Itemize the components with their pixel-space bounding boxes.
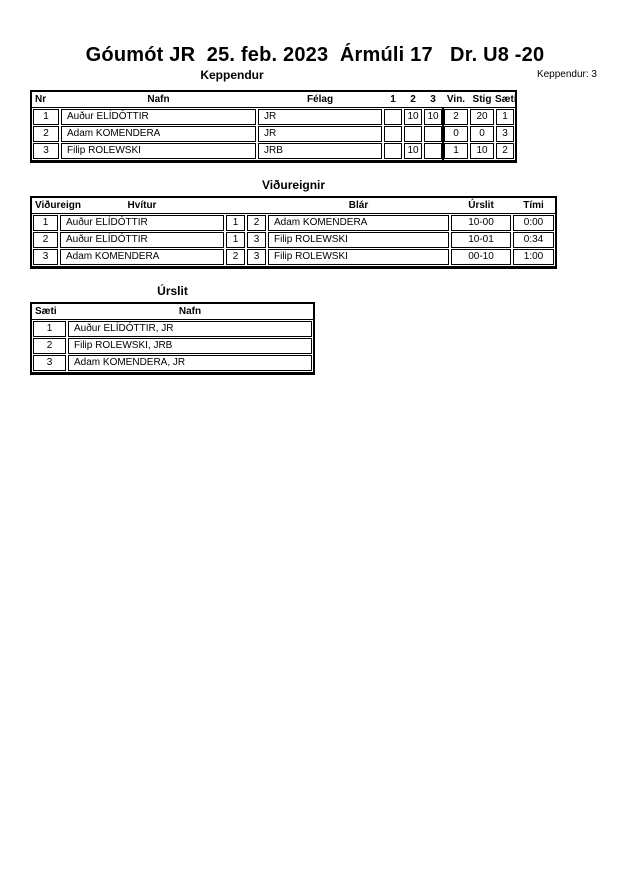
cell-blue-name: Filip ROLEWSKI xyxy=(268,249,449,265)
table-vidureignir xyxy=(30,196,557,269)
cell-round-3: 10 xyxy=(424,109,442,125)
cell-place: 3 xyxy=(33,355,66,371)
cell-name: Auður ELÍDÓTTIR xyxy=(61,109,256,125)
col-header-blar: Blár xyxy=(348,200,369,211)
cell-blue-nr: 3 xyxy=(247,249,266,265)
col-header-timi: Tími xyxy=(523,200,544,211)
cell-name: Filip ROLEWSKI xyxy=(61,143,256,159)
cell-result: 10-01 xyxy=(451,232,511,248)
section-label-urslit: Úrslit xyxy=(157,284,188,298)
cell-name: Adam KOMENDERA xyxy=(61,126,256,142)
table-row xyxy=(32,321,313,337)
col-header-nafn: Nafn xyxy=(178,306,202,317)
cell-round-2: 10 xyxy=(404,143,422,159)
table-row xyxy=(32,338,313,354)
col-header-round-1: 1 xyxy=(390,94,396,105)
col-header-stig: Stig xyxy=(472,94,492,105)
cell-time: 1:00 xyxy=(513,249,554,265)
cell-place: 3 xyxy=(496,126,514,142)
page-title: Góumót JR 25. feb. 2023 Ármúli 17 Dr. U8 -20 xyxy=(85,44,545,66)
cell-white-nr: 1 xyxy=(226,215,245,231)
cell-wins: 1 xyxy=(444,143,468,159)
cell-round-1 xyxy=(384,126,402,142)
section-label-vidureignir: Viðureignir xyxy=(261,178,326,192)
cell-round-2: 10 xyxy=(404,109,422,125)
table-row xyxy=(32,215,555,231)
table-row xyxy=(32,109,515,125)
col-header-saeti: Sæti xyxy=(495,94,517,105)
cell-white-name: Auður ELÍDÓTTIR xyxy=(60,232,224,248)
cell-result: 10-00 xyxy=(451,215,511,231)
col-header-hvitur: Hvítur xyxy=(127,200,157,211)
col-header-saeti: Sæti xyxy=(35,306,57,317)
cell-time: 0:00 xyxy=(513,215,554,231)
cell-white-name: Auður ELÍDÓTTIR xyxy=(60,215,224,231)
cell-club: JR xyxy=(258,109,382,125)
cell-match-nr: 3 xyxy=(33,249,58,265)
col-header-vin: Vin. xyxy=(446,94,466,105)
col-header-felag: Félag xyxy=(306,94,334,105)
cell-points: 20 xyxy=(470,109,494,125)
cell-round-2 xyxy=(404,126,422,142)
table-row xyxy=(32,143,515,159)
col-header-nr: Nr xyxy=(35,94,47,105)
table-header-row xyxy=(32,304,313,320)
col-header-vidureign: Viðureign xyxy=(35,200,81,211)
cell-place: 2 xyxy=(496,143,514,159)
table-urslit xyxy=(30,302,315,375)
section-label-keppendur: Keppendur xyxy=(200,68,264,82)
cell-wins: 2 xyxy=(444,109,468,125)
cell-blue-nr: 3 xyxy=(247,232,266,248)
col-header-round-3: 3 xyxy=(430,94,436,105)
cell-name: Adam KOMENDERA, JR xyxy=(68,355,312,371)
table-keppendur xyxy=(30,90,517,163)
cell-match-nr: 1 xyxy=(33,215,58,231)
cell-place: 2 xyxy=(33,338,66,354)
cell-points: 0 xyxy=(470,126,494,142)
cell-round-1 xyxy=(384,143,402,159)
cell-time: 0:34 xyxy=(513,232,554,248)
table-row xyxy=(32,355,313,371)
cell-nr: 1 xyxy=(33,109,59,125)
cell-wins: 0 xyxy=(444,126,468,142)
competitors-count: Keppendur: 3 xyxy=(536,69,597,80)
table-row xyxy=(32,232,555,248)
cell-points: 10 xyxy=(470,143,494,159)
cell-club: JR xyxy=(258,126,382,142)
table-row xyxy=(32,249,555,265)
cell-blue-nr: 2 xyxy=(247,215,266,231)
cell-round-1 xyxy=(384,109,402,125)
table-header-row xyxy=(32,92,515,108)
cell-result: 00-10 xyxy=(451,249,511,265)
cell-round-3 xyxy=(424,126,442,142)
cell-name: Auður ELÍDÓTTIR, JR xyxy=(68,321,312,337)
cell-white-name: Adam KOMENDERA xyxy=(60,249,224,265)
cell-club: JRB xyxy=(258,143,382,159)
col-header-nafn: Nafn xyxy=(147,94,170,105)
cell-white-nr: 2 xyxy=(226,249,245,265)
table-row xyxy=(32,126,515,142)
cell-nr: 2 xyxy=(33,126,59,142)
cell-blue-name: Adam KOMENDERA xyxy=(268,215,449,231)
cell-match-nr: 2 xyxy=(33,232,58,248)
col-header-round-2: 2 xyxy=(410,94,416,105)
table-header-row xyxy=(32,198,555,214)
cell-round-3 xyxy=(424,143,442,159)
cell-blue-name: Filip ROLEWSKI xyxy=(268,232,449,248)
cell-name: Filip ROLEWSKI, JRB xyxy=(68,338,312,354)
cell-white-nr: 1 xyxy=(226,232,245,248)
col-header-urslit: Úrslit xyxy=(468,200,494,211)
cell-place: 1 xyxy=(33,321,66,337)
cell-nr: 3 xyxy=(33,143,59,159)
cell-place: 1 xyxy=(496,109,514,125)
